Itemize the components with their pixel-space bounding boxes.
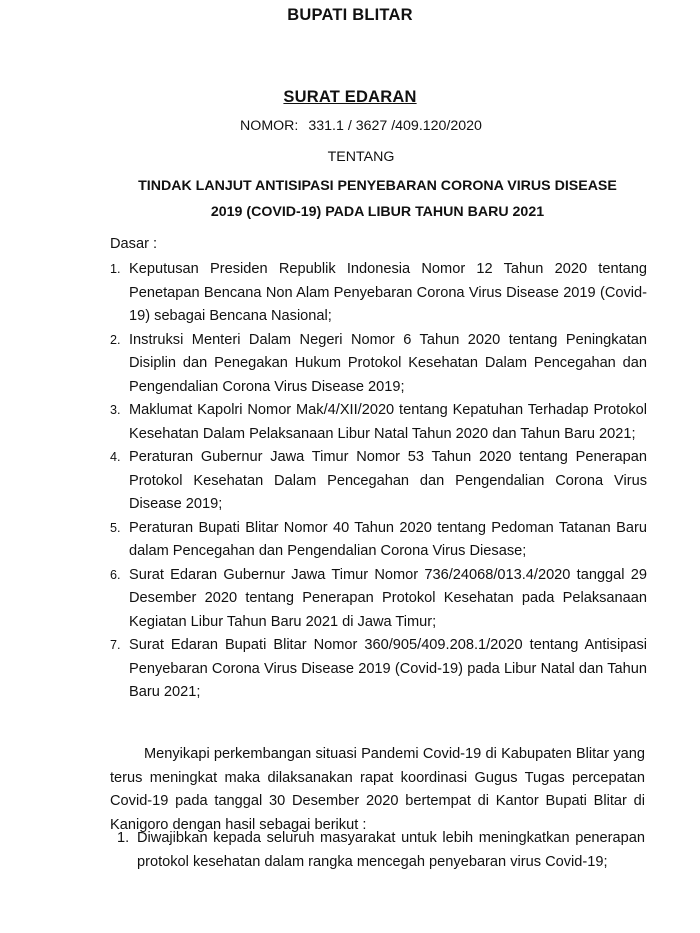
basis-item-text: Peraturan Gubernur Jawa Timur Nomor 53 Tahun 2020 tentang Penerapan Protokol Kesehatan Dalam Pencegahan dan Pengendalian Corona Virus Disease 2019; <box>129 449 647 512</box>
basis-item <box>110 329 647 400</box>
result-item-number: 1. <box>117 830 130 846</box>
basis-item-text: Surat Edaran Bupati Blitar Nomor 360/905/409.208.1/2020 tentang Antisipasi Penyebaran Corona Virus Disease 2019 (Covid-19) pada Libur Natal dan Tahun Baru 2021; <box>129 637 647 700</box>
basis-item-number: 3. <box>110 403 121 417</box>
basis-item-number: 7. <box>110 638 121 652</box>
basis-item-number: 2. <box>110 332 121 347</box>
result-item-text: Diwajibkan kepada seluruh masyarakat untuk lebih meningkatkan penerapan protokol kesehatan dalam rangka mencegah penyebaran virus Covid-19; <box>137 830 645 870</box>
basis-item <box>110 446 647 517</box>
basis-item-number: 4. <box>110 450 121 464</box>
basis-item-text: Instruksi Menteri Dalam Negeri Nomor 6 Tahun 2020 tentang Peningkatan Disiplin dan Penegakan Hukum Protokol Kesehatan Dalam Pencegahan dan Pengendalian Corona Virus Disease 2019; <box>129 331 647 395</box>
basis-item <box>110 399 647 446</box>
basis-item-number: 5. <box>110 520 121 535</box>
basis-item <box>110 564 647 635</box>
body-paragraph: Menyikapi perkembangan situasi Pandemi Covid-19 di Kabupaten Blitar yang terus meningkat maka dilaksanakan rapat koordinasi Gugus Tugas percepatan Covid-19 pada tanggal 30 Desember 2020 bertempat di Kantor Bupati Blitar di Kanigoro dengan hasil sebagai berikut : <box>110 746 645 833</box>
number-label: NOMOR: <box>240 118 299 134</box>
basis-item <box>110 634 647 705</box>
basis-item-text: Maklumat Kapolri Nomor Mak/4/XII/2020 tentang Kepatuhan Terhadap Protokol Kesehatan Dalam Pelaksanaan Libur Natal Tahun 2020 dan Tahun Baru 2021; <box>129 402 647 442</box>
basis-label: Dasar : <box>110 236 158 252</box>
document-title: SURAT EDARAN <box>283 88 417 106</box>
subject-line-2: 2019 (COVID-19) PADA LIBUR TAHUN BARU 2021 <box>210 204 545 220</box>
basis-item-text: Peraturan Bupati Blitar Nomor 40 Tahun 2020 tentang Pedoman Tatanan Baru dalam Pencegahan dan Pengendalian Corona Virus Diesase; <box>129 519 647 559</box>
basis-item-text: Surat Edaran Gubernur Jawa Timur Nomor 736/24068/013.4/2020 tanggal 29 Desember 2020 tentang Penerapan Protokol Kesehatan pada Pelaksanaan Kegiatan Libur Tahun Baru 2021 di Jawa Timur; <box>129 566 647 630</box>
result-item <box>110 827 645 874</box>
result-list <box>110 827 645 874</box>
basis-item <box>110 517 647 564</box>
basis-item-number: 6. <box>110 567 121 582</box>
basis-list <box>110 258 647 705</box>
subject <box>110 173 645 225</box>
basis-item-text: Keputusan Presiden Republik Indonesia Nomor 12 Tahun 2020 tentang Penetapan Bencana Non Alam Penyebaran Corona Virus Disease 2019 (Covid-19) sebagai Bencana Nasional; <box>129 261 647 324</box>
about-label: TENTANG <box>327 149 395 165</box>
basis-item-number: 1. <box>110 262 121 276</box>
document-number <box>0 118 700 134</box>
letterhead: BUPATI BLITAR <box>287 6 413 24</box>
number-value: 331.1 / 3627 /409.120/2020 <box>308 118 482 134</box>
basis-item <box>110 258 647 329</box>
subject-line-1: TINDAK LANJUT ANTISIPASI PENYEBARAN CORONA VIRUS DISEASE <box>138 178 617 194</box>
